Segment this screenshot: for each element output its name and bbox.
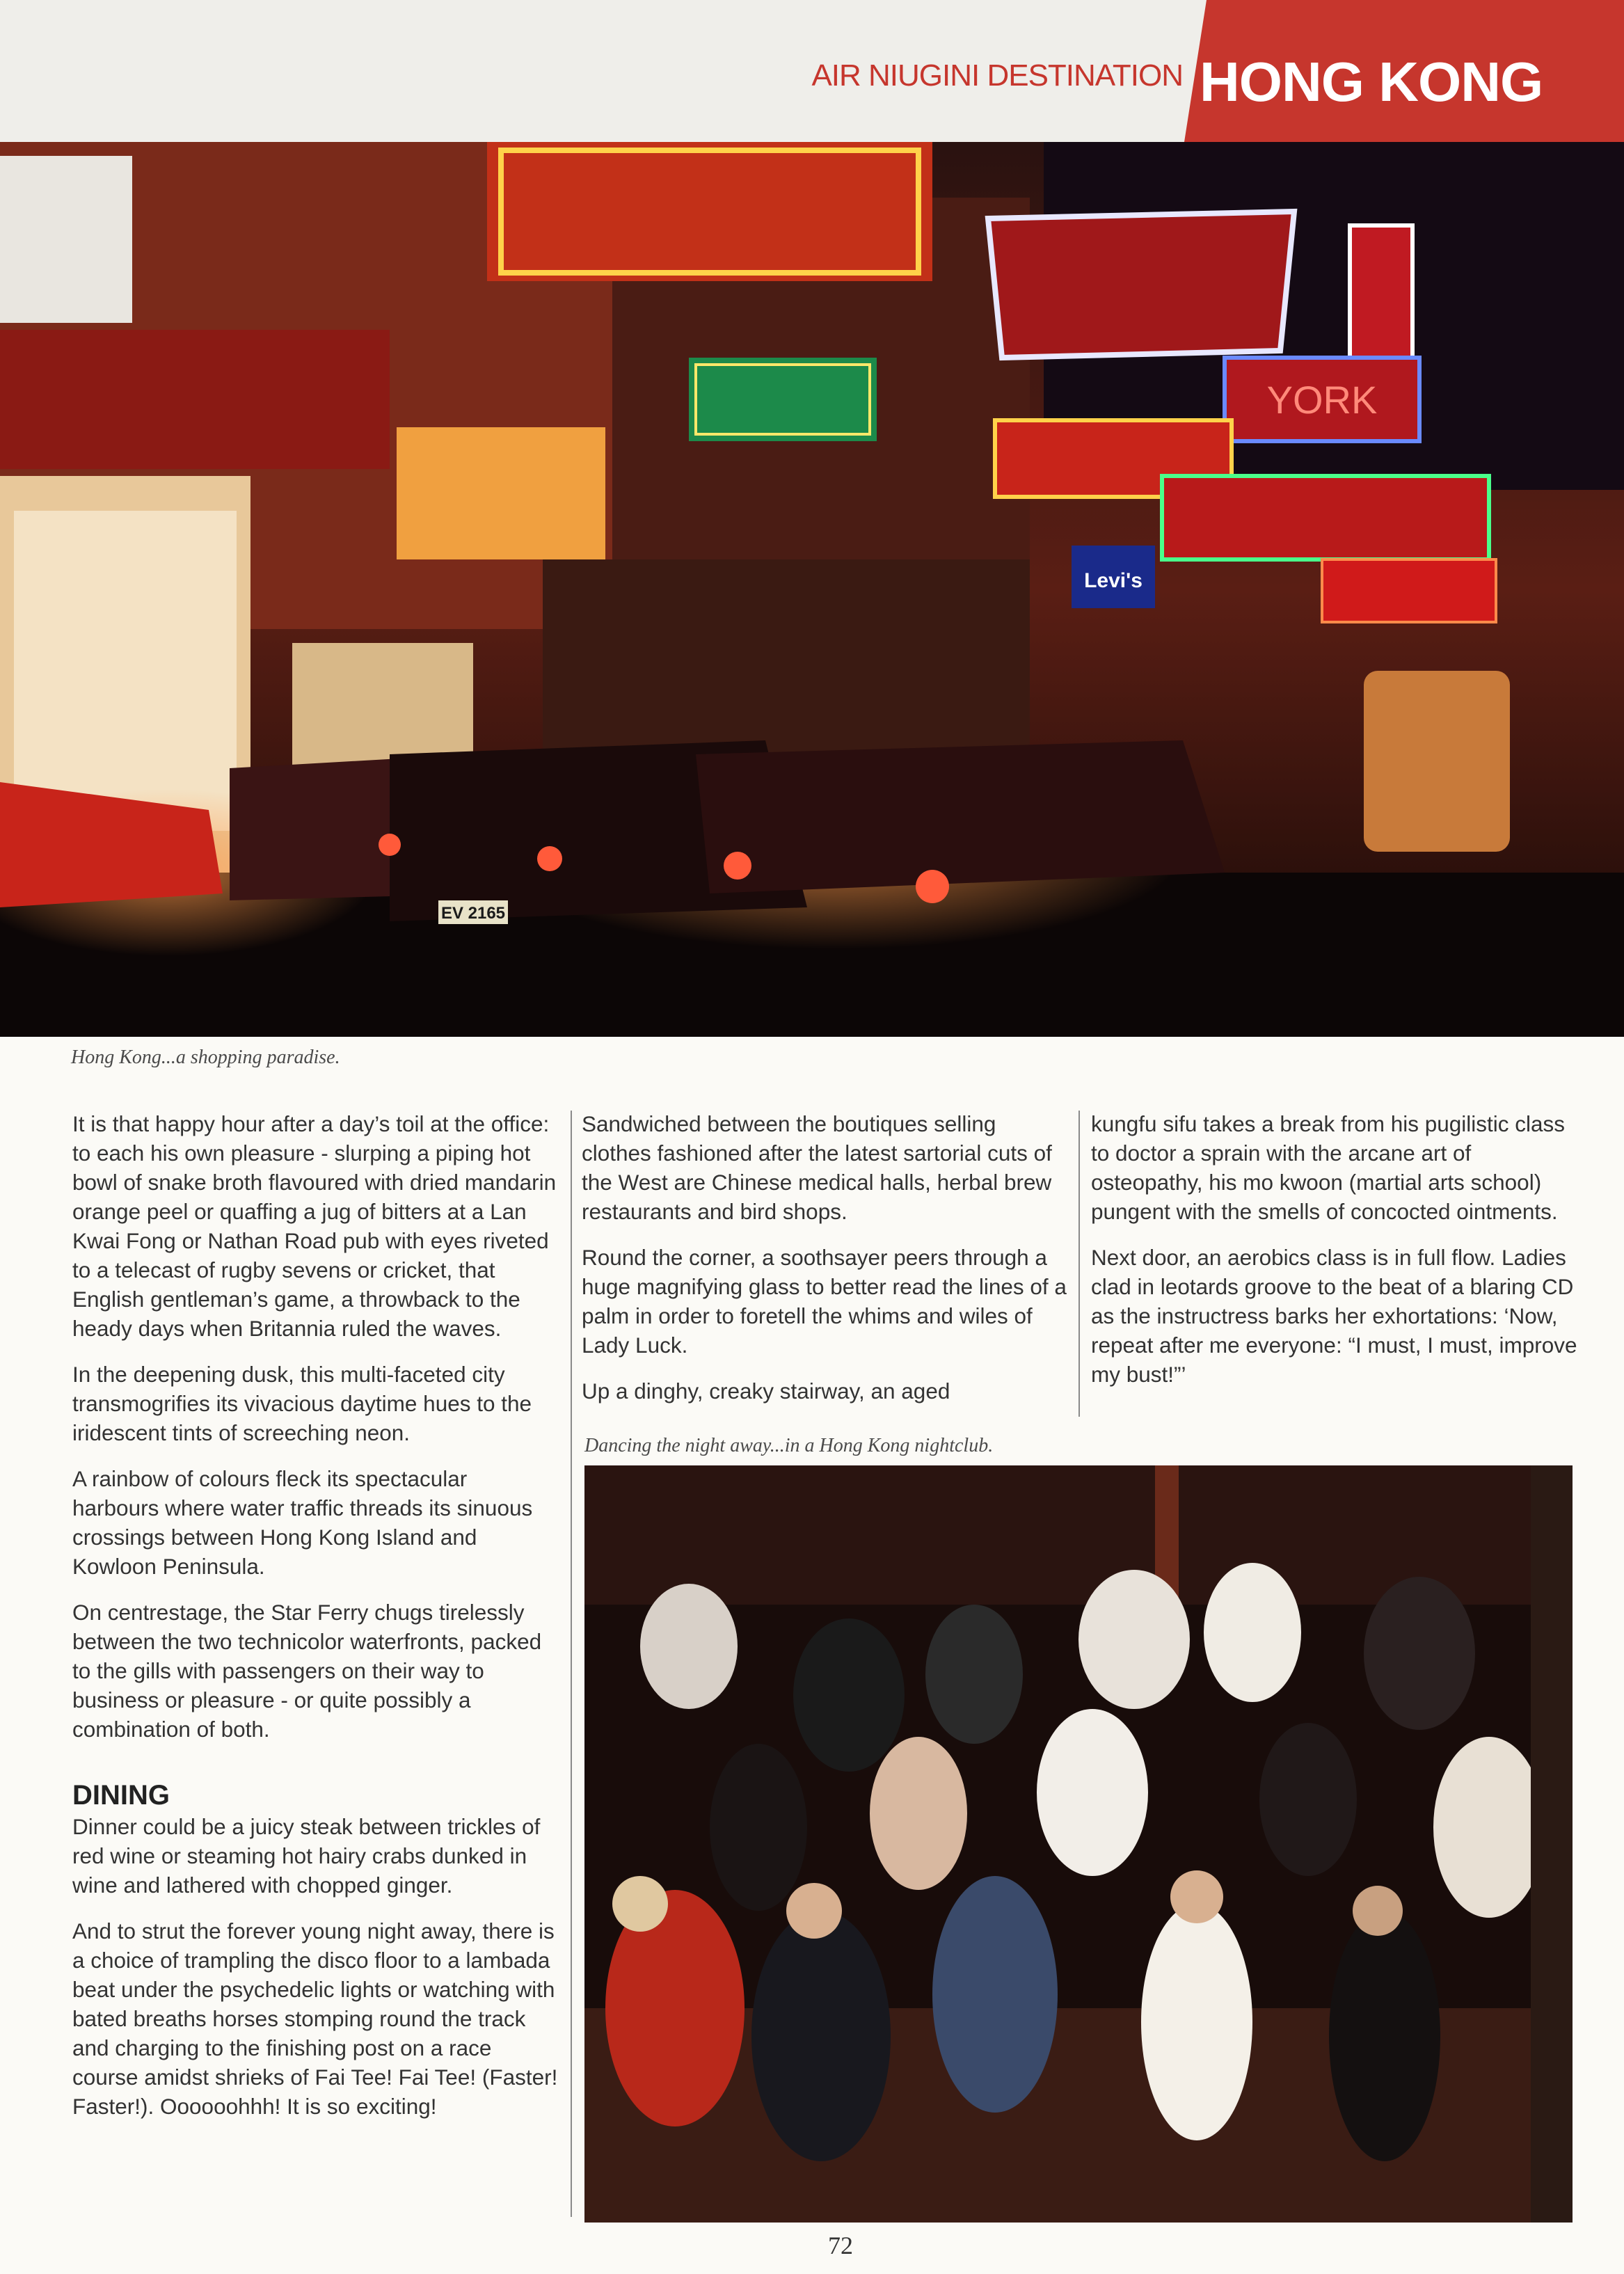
nightclub-photo — [584, 1465, 1573, 2223]
top-photo-caption: Hong Kong...a shopping paradise. — [71, 1047, 340, 1068]
column-divider — [571, 1111, 572, 2217]
levis-sign: Levi's — [1084, 569, 1143, 592]
paragraph: And to strut the forever young night away, there is a choice of trampling the disco floor to a lambada beat under the psychedelic lights or watching with bated breaths horses stomping round the track and charging to the finishing post on a race course amidst shrieks of Fai Tee! Fai Tee! (Faster! Faster!). Oooooohhh! It is so exciting! — [72, 1918, 558, 2119]
paragraph: Dinner could be a juicy steak between trickles of red wine or steaming hot hairy crabs dunked in wine and lathered with chopped ginger. — [72, 1814, 541, 1898]
paragraph: Round the corner, a soothsayer peers through a huge magnifying glass to better read the lines of a palm in order to foretell the whims and wiles of Lady Luck. — [582, 1245, 1067, 1358]
paragraph: On centrestage, the Star Ferry chugs tirelessly between the two technicolor waterfronts, packed to the gills with passengers on their way to business or pleasure - or quite possibly a combination of both. — [72, 1600, 542, 1742]
paragraph: In the deepening dusk, this multi-faceted city transmogrifies its vivacious daytime hues to the iridescent tints of screeching neon. — [72, 1362, 532, 1445]
column-2 — [582, 1109, 1069, 1422]
paragraph: kungfu sifu takes a break from his pugilistic class to doctor a sprain with the arcane art of osteopathy, his mo kwoon (martial arts school) pungent with the smells of concocted ointments. — [1091, 1111, 1566, 1224]
column-1 — [72, 1109, 559, 2138]
column-3 — [1091, 1109, 1585, 1406]
paragraph: Next door, an aerobics class is in full flow. Ladies clad in leotards groove to the beat of a blaring CD as the instructress barks her exhortations: ‘Now, repeat after me everyone: “I must, I must, improve my bust!”’ — [1091, 1245, 1577, 1387]
paragraph: A rainbow of colours fleck its spectacular harbours where water traffic threads its sinuous crossings between Hong Kong Island and Kowloon Peninsula. — [72, 1466, 533, 1579]
license-plate: EV 2165 — [440, 904, 506, 923]
dining-heading: DINING — [72, 1780, 170, 1811]
york-neon-sign: YORK — [1266, 378, 1378, 422]
paragraph: Sandwiched between the boutiques selling clothes fashioned after the latest sartorial cuts of the West are Chinese medical halls, herbal brew restaurants and bird shops. — [582, 1111, 1052, 1224]
column-divider — [1078, 1111, 1080, 1417]
street-neon-photo — [0, 142, 1624, 1037]
page-title: HONG KONG — [1200, 51, 1543, 113]
club-photo-caption: Dancing the night away...in a Hong Kong nightclub. — [584, 1435, 994, 1456]
paragraph: Up a dinghy, creaky stairway, an aged — [582, 1378, 950, 1404]
page-number: 72 — [828, 2232, 853, 2259]
section-kicker: AIR NIUGINI DESTINATION — [811, 58, 1183, 93]
paragraph: It is that happy hour after a day’s toil at the office: to each his own pleasure - slurping a piping hot bowl of snake broth flavoured with dried mandarin orange peel or quaffing a jug of bitters at a Lan Kwai Fong or Nathan Road pub with eyes riveted to a telecast of rugby sevens or cricket, that English gentleman’s game, a throwback to the heady days when Britannia ruled the waves. — [72, 1111, 557, 1341]
